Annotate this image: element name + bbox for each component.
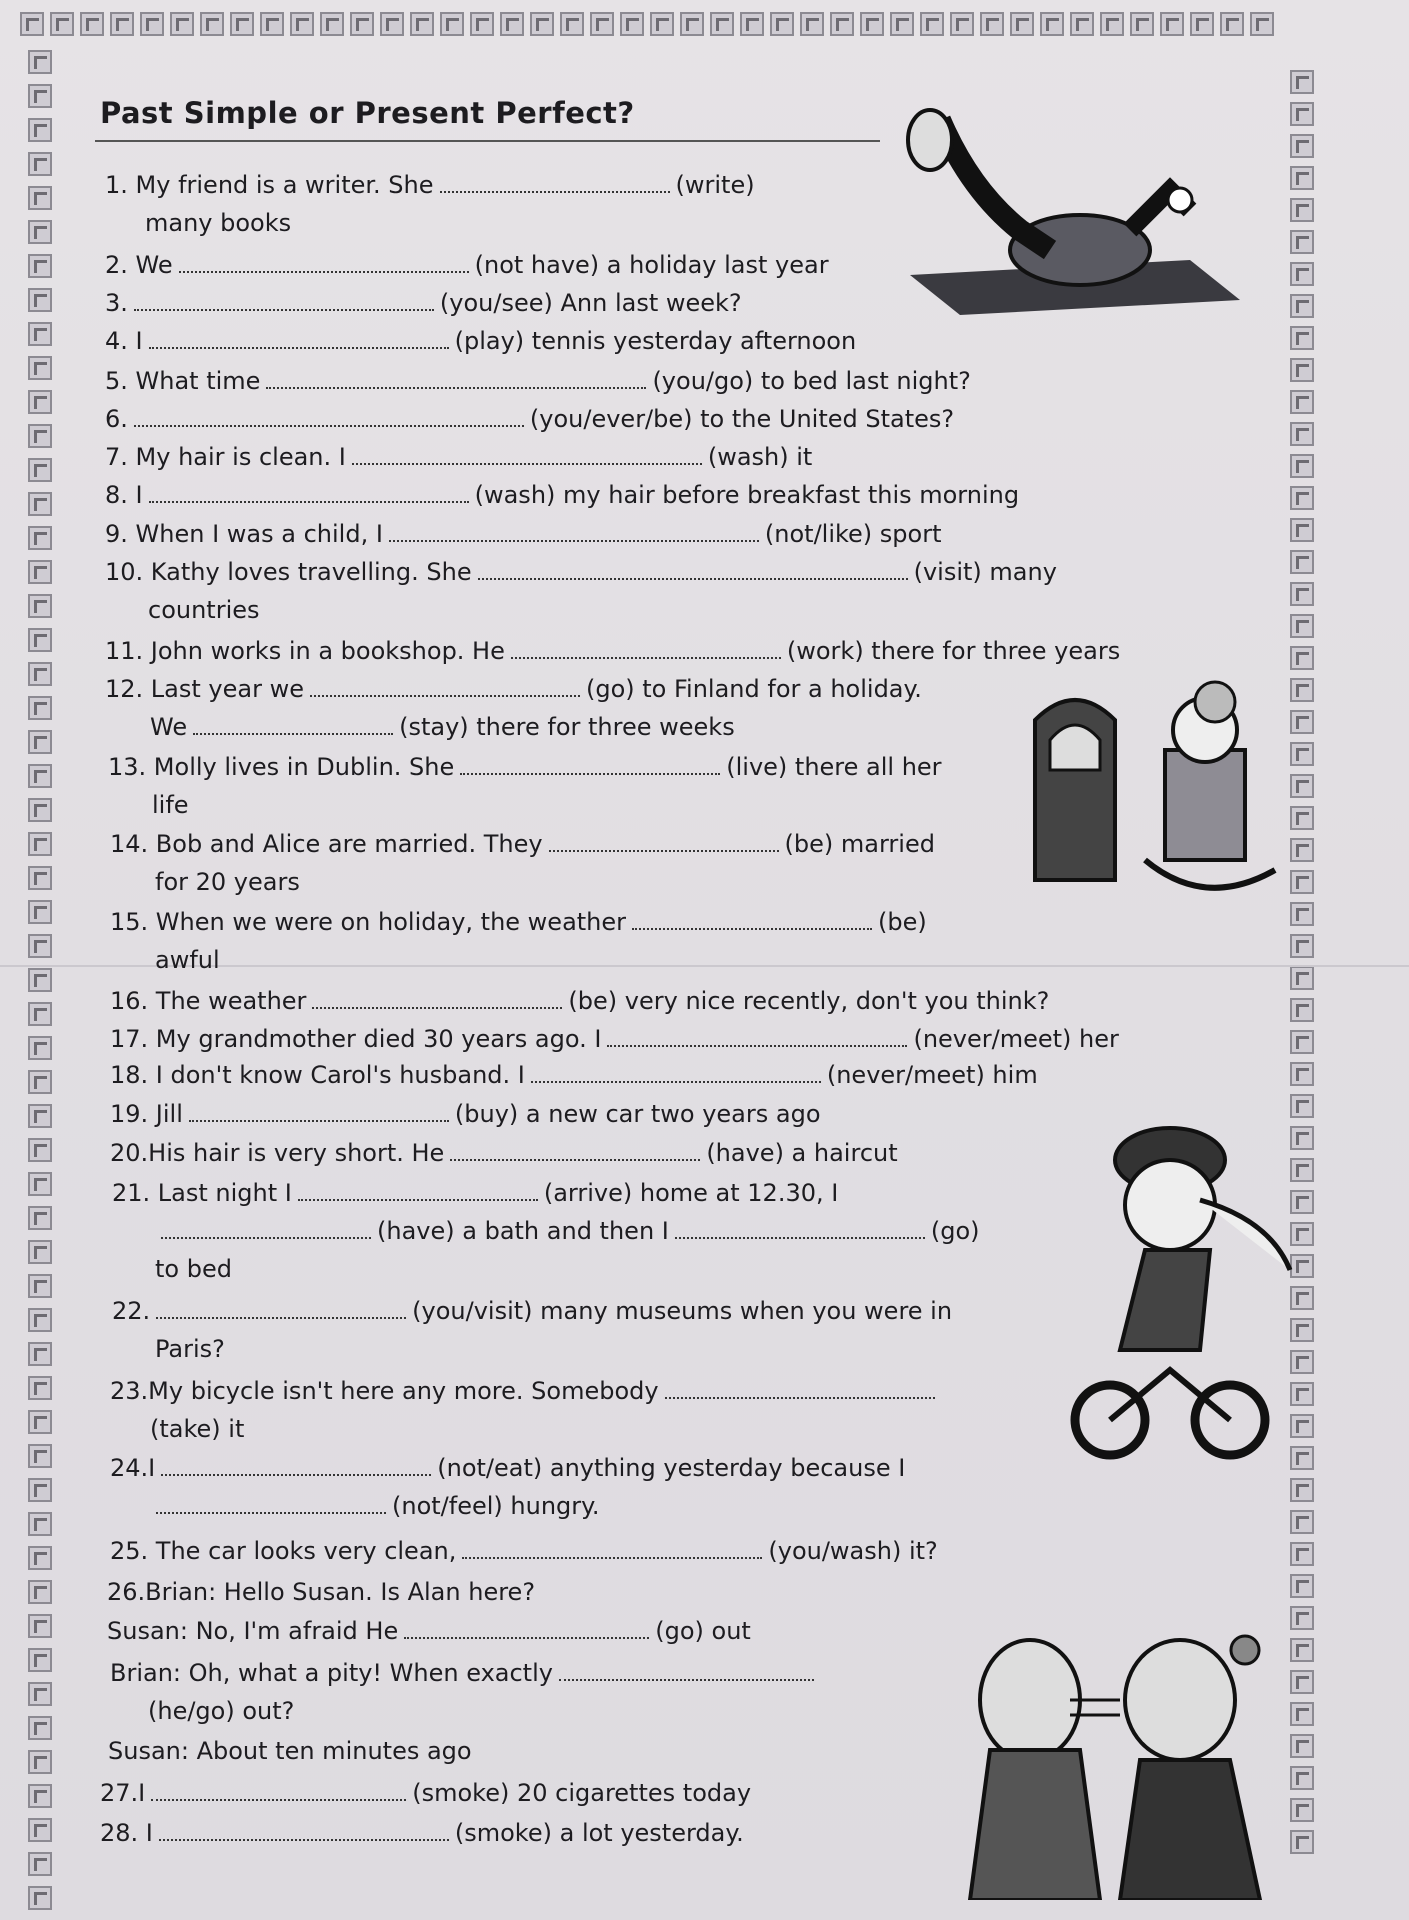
exercise-text: (write)	[675, 171, 755, 199]
exercise-text: (visit) many	[913, 558, 1057, 586]
exercise-line	[155, 1216, 980, 1246]
answer-blank[interactable]	[511, 639, 781, 659]
exercise-line	[105, 636, 1120, 666]
two-men-arguing-icon	[950, 1610, 1270, 1900]
exercise-text: (work) there for three years	[786, 637, 1121, 665]
exercise-text: 3.	[105, 289, 128, 317]
answer-blank[interactable]	[665, 1379, 935, 1399]
exercise-text: (take) it	[150, 1415, 245, 1443]
exercise-text: 18. I don't know Carol's husband. I	[110, 1061, 525, 1089]
exercise-line	[105, 366, 971, 396]
exercise-text: (not have) a holiday last year	[474, 251, 829, 279]
answer-blank[interactable]	[189, 1102, 449, 1122]
exercise-text: 10. Kathy loves travelling. She	[105, 558, 472, 586]
exercise-line	[155, 1254, 232, 1284]
exercise-text: life	[152, 791, 189, 819]
exercise-text: to bed	[155, 1255, 232, 1283]
exercise-line	[107, 1616, 751, 1646]
answer-blank[interactable]	[404, 1619, 649, 1639]
exercise-line	[105, 288, 742, 318]
man-exercising-icon	[900, 100, 1250, 320]
answer-blank[interactable]	[460, 755, 720, 775]
answer-blank[interactable]	[266, 369, 646, 389]
boy-on-bicycle-icon	[1060, 1120, 1310, 1470]
exercise-line	[110, 1376, 941, 1406]
exercise-line	[110, 1099, 821, 1129]
answer-blank[interactable]	[440, 173, 670, 193]
exercise-text: Brian: Oh, what a pity! When exactly	[110, 1659, 553, 1687]
exercise-text: (play) tennis yesterday afternoon	[454, 327, 857, 355]
answer-blank[interactable]	[462, 1539, 762, 1559]
exercise-line	[100, 1818, 744, 1848]
exercise-line	[105, 519, 942, 549]
exercise-text: 23.My bicycle isn't here any more. Somebody	[110, 1377, 659, 1405]
answer-blank[interactable]	[159, 1821, 449, 1841]
exercise-line	[155, 867, 300, 897]
answer-blank[interactable]	[193, 715, 393, 735]
exercise-text: (you/go) to bed last night?	[652, 367, 971, 395]
exercise-text: 14. Bob and Alice are married. They	[110, 830, 543, 858]
exercise-text: Susan: No, I'm afraid He	[107, 1617, 399, 1645]
answer-blank[interactable]	[149, 329, 449, 349]
exercise-text: (never/meet) him	[826, 1061, 1038, 1089]
answer-blank[interactable]	[632, 910, 872, 930]
exercise-text: (live) there all her	[726, 753, 942, 781]
exercise-line	[105, 170, 755, 200]
answer-blank[interactable]	[161, 1219, 371, 1239]
answer-blank[interactable]	[298, 1181, 538, 1201]
exercise-line	[100, 1778, 751, 1808]
exercise-text: (arrive) home at 12.30, I	[543, 1179, 839, 1207]
exercise-text: (you/see) Ann last week?	[439, 289, 742, 317]
exercise-text: (you/ever/be) to the United States?	[529, 405, 955, 433]
answer-blank[interactable]	[352, 445, 702, 465]
exercise-line	[110, 907, 927, 937]
exercise-text: (go) to Finland for a holiday.	[585, 675, 922, 703]
exercise-text: 1. My friend is a writer. She	[105, 171, 434, 199]
exercise-text: Susan: About ten minutes ago	[108, 1737, 472, 1765]
exercise-text: (he/go) out?	[148, 1697, 295, 1725]
exercise-line	[148, 1696, 294, 1726]
answer-blank[interactable]	[559, 1661, 814, 1681]
exercise-text: (not/feel) hungry.	[392, 1492, 600, 1520]
exercise-line	[110, 1453, 905, 1483]
exercise-line	[105, 250, 829, 280]
exercise-line	[110, 1060, 1038, 1090]
exercise-text: (be) married	[784, 830, 935, 858]
exercise-line	[152, 790, 189, 820]
exercise-line	[110, 829, 935, 859]
exercise-line	[108, 752, 942, 782]
answer-blank[interactable]	[156, 1494, 386, 1514]
exercise-line	[155, 1334, 225, 1364]
exercise-text: (be)	[878, 908, 927, 936]
exercise-text: awful	[155, 946, 220, 974]
exercise-line	[110, 1024, 1119, 1054]
exercise-line	[105, 442, 812, 472]
exercise-line	[105, 326, 856, 356]
exercise-text: 9. When I was a child, I	[105, 520, 383, 548]
exercise-line	[148, 595, 260, 625]
answer-blank[interactable]	[450, 1141, 700, 1161]
exercise-text: 26.Brian: Hello Susan. Is Alan here?	[107, 1578, 536, 1606]
exercise-line	[112, 1178, 838, 1208]
exercise-text: 21. Last night I	[112, 1179, 292, 1207]
exercise-text: 5. What time	[105, 367, 261, 395]
exercise-text: 28. I	[100, 1819, 153, 1847]
answer-blank[interactable]	[531, 1063, 821, 1083]
exercise-line	[110, 986, 1049, 1016]
exercise-line	[105, 480, 1019, 510]
exercise-line	[110, 1658, 820, 1688]
exercise-text: 15. When we were on holiday, the weather	[110, 908, 627, 936]
exercise-text: 24.I	[110, 1454, 156, 1482]
exercise-text: (smoke) a lot yesterday.	[454, 1819, 744, 1847]
exercise-text: (wash) it	[707, 443, 813, 471]
exercise-text: 6.	[105, 405, 128, 433]
exercise-text: (stay) there for three weeks	[399, 713, 735, 741]
answer-blank[interactable]	[134, 291, 434, 311]
exercise-text: (be) very nice recently, don't you think?	[568, 987, 1050, 1015]
exercise-line	[107, 1577, 535, 1607]
exercise-line	[112, 1296, 952, 1326]
exercise-text: 7. My hair is clean. I	[105, 443, 346, 471]
exercise-text: 22.	[112, 1297, 151, 1325]
exercise-line	[105, 557, 1057, 587]
exercise-line	[105, 674, 922, 704]
answer-blank[interactable]	[161, 1456, 431, 1476]
exercise-line	[145, 208, 291, 238]
exercise-text: (have) a bath and then I	[377, 1217, 669, 1245]
exercise-line	[150, 712, 735, 742]
exercise-text: 25. The car looks very clean,	[110, 1537, 457, 1565]
answer-blank[interactable]	[310, 677, 580, 697]
exercise-text: 4. I	[105, 327, 143, 355]
exercise-text: (not/eat) anything yesterday because I	[437, 1454, 906, 1482]
grandmother-rocking-chair-icon	[1025, 680, 1295, 920]
exercise-line	[108, 1736, 472, 1766]
exercise-text: (not/like) sport	[764, 520, 942, 548]
exercise-text: (wash) my hair before breakfast this morning	[474, 481, 1020, 509]
answer-blank[interactable]	[149, 483, 469, 503]
exercise-line	[150, 1414, 244, 1444]
answer-blank[interactable]	[179, 253, 469, 273]
answer-blank[interactable]	[312, 989, 562, 1009]
exercise-text: (you/wash) it?	[768, 1537, 938, 1565]
exercise-text: Paris?	[155, 1335, 225, 1363]
exercise-line	[155, 945, 220, 975]
exercise-text: 20.His hair is very short. He	[110, 1139, 445, 1167]
exercise-text: 12. Last year we	[105, 675, 304, 703]
answer-blank[interactable]	[478, 560, 908, 580]
exercise-line	[150, 1491, 600, 1521]
exercise-text: 27.I	[100, 1779, 146, 1807]
answer-blank[interactable]	[549, 832, 779, 852]
exercise-text: 11. John works in a bookshop. He	[105, 637, 505, 665]
worksheet-title: Past Simple or Present Perfect?	[100, 96, 635, 130]
exercise-line	[110, 1138, 898, 1168]
answer-blank[interactable]	[134, 407, 524, 427]
exercise-text: (smoke) 20 cigarettes today	[412, 1779, 752, 1807]
exercise-line	[110, 1536, 938, 1566]
answer-blank[interactable]	[675, 1219, 925, 1239]
exercise-text: 16. The weather	[110, 987, 307, 1015]
exercise-text: (never/meet) her	[913, 1025, 1119, 1053]
exercise-text: 17. My grandmother died 30 years ago. I	[110, 1025, 602, 1053]
exercise-line	[105, 404, 954, 434]
answer-blank[interactable]	[607, 1027, 907, 1047]
answer-blank[interactable]	[156, 1299, 406, 1319]
exercise-text: (you/visit) many museums when you were in	[412, 1297, 953, 1325]
exercise-text: 8. I	[105, 481, 143, 509]
exercise-text: for 20 years	[155, 868, 300, 896]
answer-blank[interactable]	[389, 522, 759, 542]
exercise-text: many books	[145, 209, 292, 237]
exercise-text: 2. We	[105, 251, 173, 279]
answer-blank[interactable]	[151, 1781, 406, 1801]
exercise-text: 19. Jill	[110, 1100, 183, 1128]
exercise-text: (go) out	[655, 1617, 751, 1645]
exercise-text: (have) a haircut	[706, 1139, 898, 1167]
exercise-text: countries	[148, 596, 260, 624]
exercise-text: (go)	[930, 1217, 980, 1245]
exercise-text: 13. Molly lives in Dublin. She	[108, 753, 455, 781]
exercise-text: We	[150, 713, 188, 741]
exercise-text: (buy) a new car two years ago	[454, 1100, 821, 1128]
